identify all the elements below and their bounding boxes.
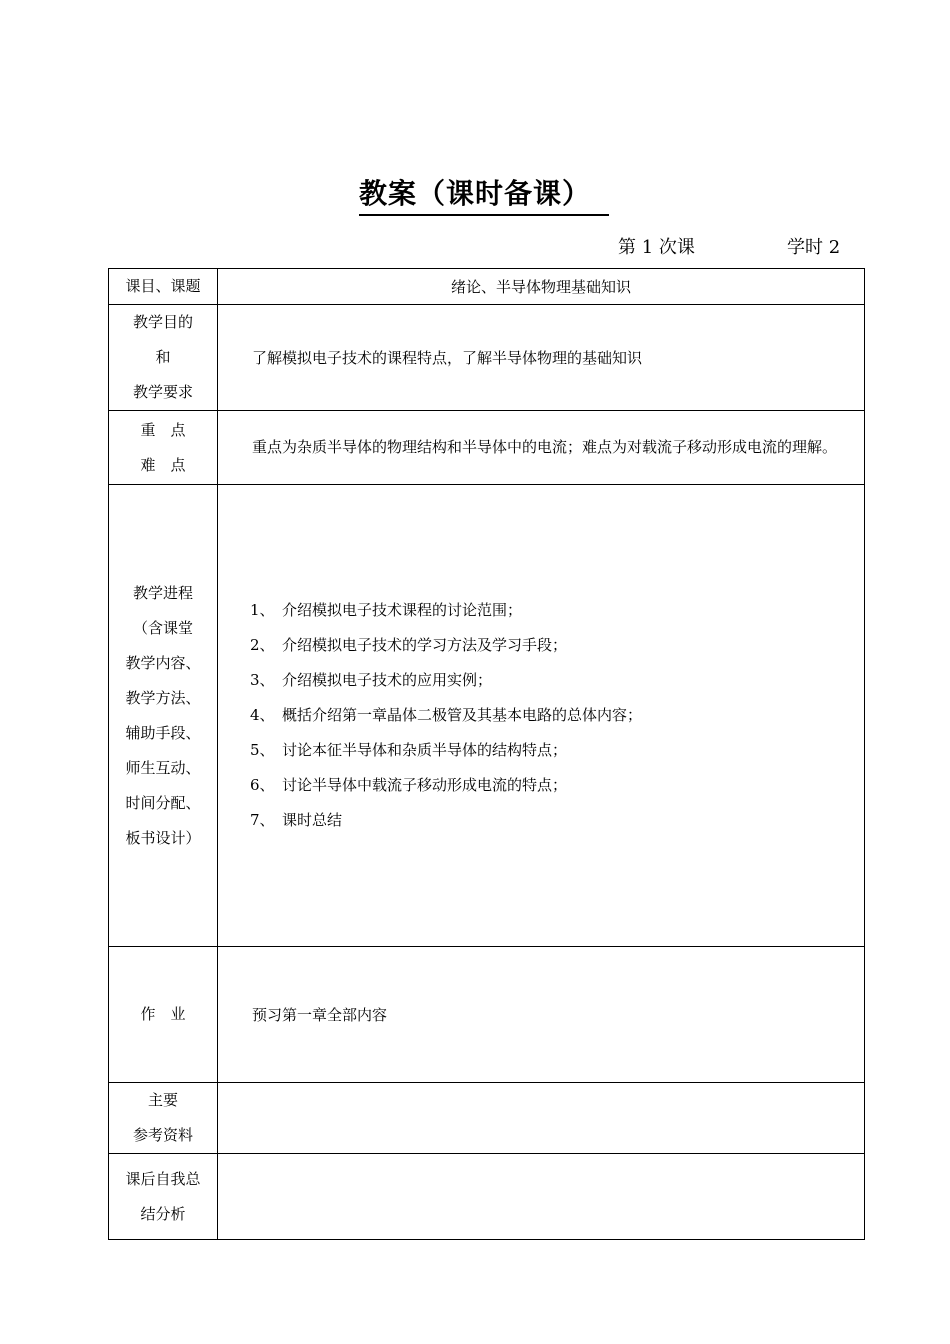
objectives-label-line: 教学要求	[132, 383, 193, 401]
process-row	[109, 485, 865, 947]
references-label	[109, 1083, 218, 1154]
list-item	[250, 628, 864, 663]
step-text: 课时总结	[282, 811, 343, 829]
step-text: 概括介绍第一章晶体二极管及其基本电路的总体内容；	[282, 706, 643, 724]
list-item	[250, 768, 864, 803]
objectives-row	[109, 305, 865, 411]
process-label-line: 教学方法、	[125, 688, 201, 707]
reflection-value	[218, 1154, 865, 1240]
reflection-label	[109, 1154, 218, 1240]
step-text: 介绍模拟电子技术课程的讨论范围；	[282, 601, 523, 619]
document-title: 教案（课时备课）	[0, 172, 950, 216]
process-label-line: 辅助手段、	[125, 723, 201, 742]
homework-value: 预习第一章全部内容	[218, 947, 865, 1083]
list-item	[250, 698, 864, 733]
references-row	[109, 1083, 865, 1154]
topic-label: 课目、课题	[109, 269, 218, 305]
reflection-label-line: 课后自我总	[125, 1169, 201, 1188]
step-number: 6、	[250, 776, 275, 794]
reflection-row	[109, 1154, 865, 1240]
class-hours: 学时 2	[787, 237, 841, 258]
lesson-number: 第 1 次课	[618, 237, 695, 258]
step-text: 介绍模拟电子技术的应用实例；	[282, 671, 493, 689]
key-points-label	[109, 411, 218, 485]
list-item	[250, 663, 864, 698]
process-label-line: （含课堂	[132, 618, 193, 637]
list-item	[250, 593, 864, 628]
objectives-label-line: 教学目的	[132, 313, 193, 331]
step-number: 7、	[250, 811, 275, 829]
key-points-label-line: 难 点	[140, 455, 186, 474]
step-text: 讨论半导体中载流子移动形成电流的特点；	[282, 776, 568, 794]
process-label-line: 时间分配、	[125, 793, 201, 812]
key-points-value: 重点为杂质半导体的物理结构和半导体中的电流；难点为对载流子移动形成电流的理解。	[218, 411, 865, 485]
process-label-line: 教学内容、	[125, 653, 201, 672]
key-points-row	[109, 411, 865, 485]
step-number: 5、	[250, 741, 275, 759]
homework-row	[109, 947, 865, 1083]
list-item	[250, 803, 864, 838]
topic-row	[109, 269, 865, 305]
topic-value: 绪论、半导体物理基础知识	[218, 269, 865, 305]
process-label-line: 板书设计）	[125, 828, 201, 847]
references-value	[218, 1083, 865, 1154]
lesson-plan-table	[108, 268, 865, 1240]
process-label-line: 师生互动、	[125, 758, 201, 777]
step-text: 讨论本征半导体和杂质半导体的结构特点；	[282, 741, 568, 759]
step-number: 3、	[250, 671, 275, 689]
objectives-label	[109, 305, 218, 411]
reflection-label-line: 结分析	[140, 1204, 186, 1223]
key-points-label-line: 重 点	[140, 420, 186, 439]
step-number: 1、	[250, 601, 275, 619]
process-value	[218, 485, 865, 947]
step-text: 介绍模拟电子技术的学习方法及学习手段；	[282, 636, 568, 654]
objectives-value: 了解模拟电子技术的课程特点，了解半导体物理的基础知识	[218, 305, 865, 411]
process-label	[109, 485, 218, 947]
list-item	[250, 733, 864, 768]
references-label-line: 参考资料	[132, 1126, 193, 1144]
objectives-label-line: 和	[155, 348, 171, 366]
step-number: 4、	[250, 706, 275, 724]
step-number: 2、	[250, 636, 275, 654]
homework-label: 作 业	[109, 947, 218, 1083]
process-step-list	[218, 593, 864, 838]
references-label-line: 主要	[147, 1091, 178, 1109]
process-label-line: 教学进程	[132, 583, 193, 602]
